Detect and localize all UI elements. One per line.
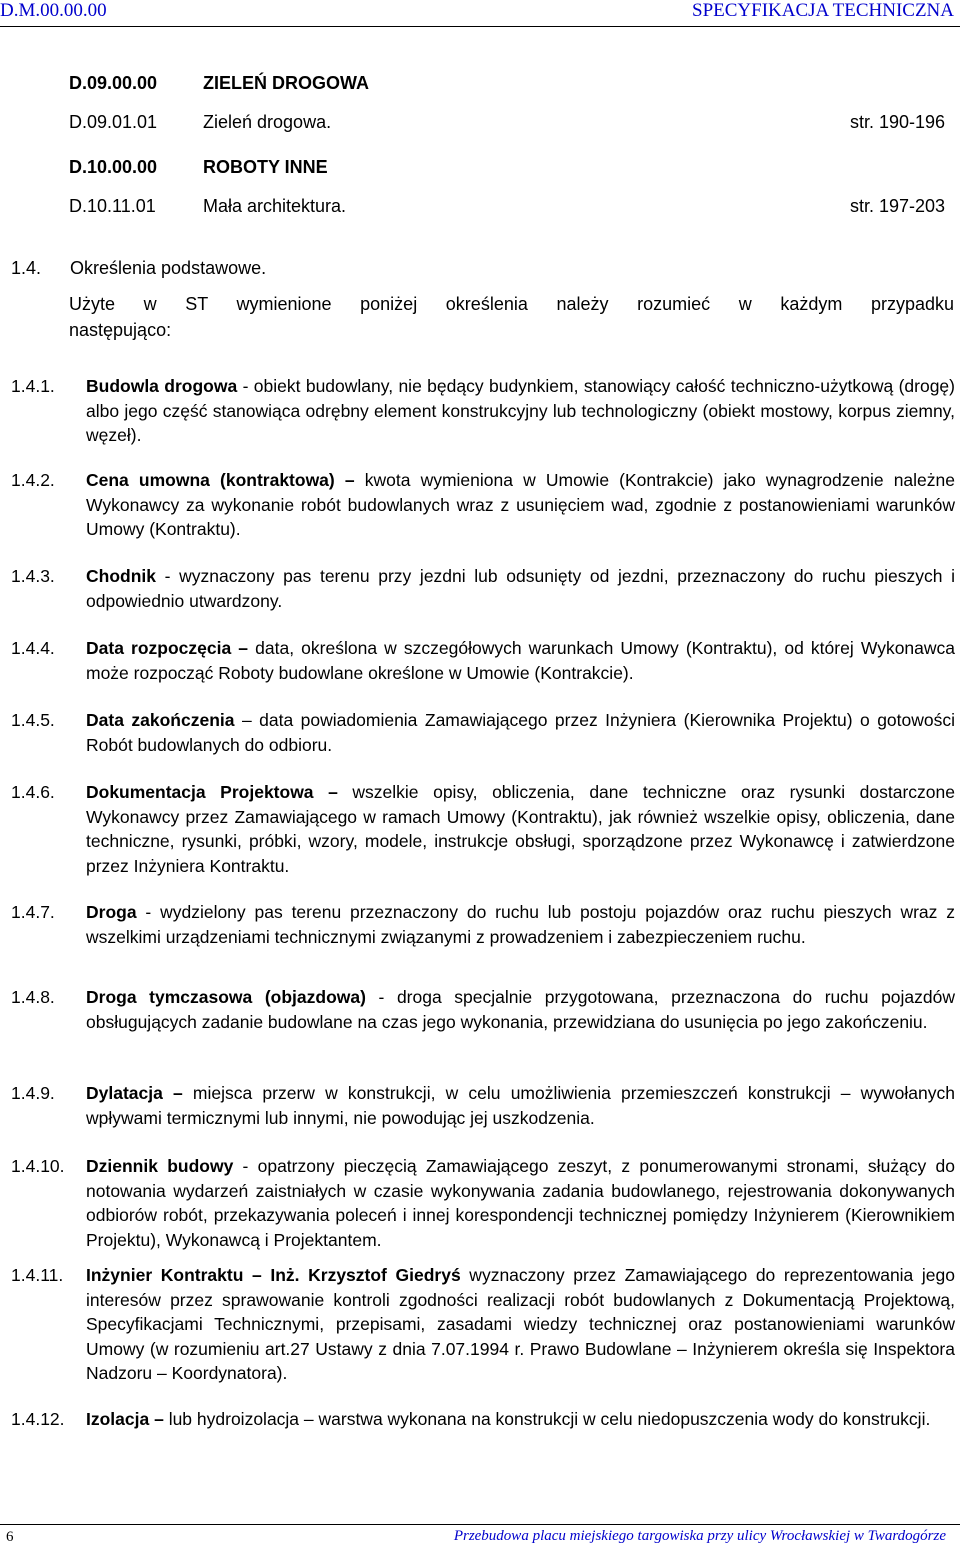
definition-text: wszelkie opisy, obliczenia, dane techniczne oraz rysunki dostarczone Wykonawcy przez Zamawiającego w ramach Umowy (Kontraktu), jak również wszelkie opisy, obliczenia, dane techniczne, rysunki, próbki, wzory, modele, instrukcje obsługi, sporządzone przez Wykonawcę i zatwierdzone przez Inżyniera Kontraktu. [86,782,955,876]
definition-term: Data rozpoczęcia – [86,638,249,658]
definition-number: 1.4.4. [11,638,55,658]
toc-title: Zieleń drogowa. [203,112,332,132]
toc-title: ZIELEŃ DROGOWA [203,73,369,93]
definition-body [86,636,955,685]
toc-page: str. 197-203 [849,196,945,216]
definition-number: 1.4.3. [11,566,55,586]
definition-body [86,1154,955,1252]
definition-item [11,374,955,448]
definition-text: kwota wymieniona w Umowie (Kontrakcie) jako wynagrodzenie należne Wykonawcy za wykonanie robót budowlanych wraz z usunięciem wad, zgodnie z postanowieniami warunków Umowy (Kontraktu). [86,470,955,539]
definition-text: lub hydroizolacja – warstwa wykonana na konstrukcji w celu niedopuszczenia wody do konstrukcji. [163,1409,931,1429]
toc-code: D.10.11.01 [69,196,156,216]
definition-text: - opatrzony pieczęcią Zamawiającego zeszyt, z ponumerowanymi stronami, służący do notowania wydarzeń zaistniałych w czasie wykonywania zadania budowlanego, rejestrowania dokonywanych odbiorów robót, przekazywania poleceń i innej korespondencji technicznej pomiędzy Inżynierem (Kierownikiem Projektu), Wykonawcą i Projektantem. [86,1156,955,1250]
definition-term: Chodnik [86,566,156,586]
definition-term: Droga [86,902,137,922]
toc-code: D.09.00.00 [69,73,158,93]
toc-row [69,155,949,179]
page-footer [0,1524,960,1549]
toc-row [69,71,949,95]
definition-number: 1.4.7. [11,902,55,922]
toc-code: D.09.01.01 [69,112,158,132]
definition-item [11,900,955,949]
definition-term: Dokumentacja Projektowa – [86,782,338,802]
page-number: 6 [6,1529,14,1545]
intro-line-2: następująco: [69,320,172,340]
definition-number: 1.4.2. [11,470,55,490]
section-number: 1.4. [11,258,42,278]
definition-term: Dylatacja – [86,1083,183,1103]
definition-item [11,1407,955,1432]
definition-term: Data zakończenia [86,710,235,730]
definition-term: Dziennik budowy [86,1156,234,1176]
definition-item [11,985,955,1034]
section-title: Określenia podstawowe. [70,258,267,278]
definition-text: - obiekt budowlany, nie będący budynkiem, stanowiący całość techniczno-użytkową (drogę) albo jego część stanowiąca odrębny element konstrukcyjny lub technologiczny (obiekt mostowy, korpus ziemny, węzeł). [86,376,955,445]
definition-body [86,1263,955,1386]
definition-number: 1.4.11. [11,1265,64,1285]
definition-term: Cena umowna (kontraktowa) – [86,470,355,490]
definition-item [11,636,955,685]
definition-item [11,1081,955,1130]
definition-body [86,1407,955,1432]
definition-number: 1.4.8. [11,987,55,1007]
definition-item [11,708,955,757]
definition-item [11,468,955,542]
definition-term: Izolacja – [86,1409,164,1429]
definition-body [86,374,955,448]
definition-body [86,900,955,949]
definition-text: miejsca przerw w konstrukcji, w celu umożliwienia przemieszczeń konstrukcji – wywołanych wpływami termicznymi lub innymi, nie powodując jej uszkodzenia. [86,1083,956,1128]
definition-number: 1.4.10. [11,1156,65,1176]
toc-title: ROBOTY INNE [203,157,328,177]
definition-body [86,468,955,542]
footer-title: Przebudowa placu miejskiego targowiska przy ulicy Wrocławskiej w Twardogórze [453,1528,946,1544]
toc-row [69,110,949,134]
toc-code: D.10.00.00 [69,157,158,177]
toc-title: Mała architektura. [203,196,347,216]
definition-text: wyznaczony przez Zamawiającego do reprezentowania jego interesów przez sprawowanie kontroli zgodności realizacji robót budowlanych z Dokumentacją Projektową, Specyfikacjami Technicznymi, przepisami, zasadami wiedzy technicznej oraz postanowieniami warunków Umowy (w rozumieniu art.27 Ustawy z dnia 7.07.1994 r. Prawo Budowlane – Inżynierem określa się Inspektora Nadzoru – Koordynatora). [86,1265,955,1383]
definition-body [86,985,955,1034]
definition-number: 1.4.6. [11,782,55,802]
definition-item [11,1154,955,1252]
header-title: SPECYFIKACJA TECHNICZNA [692,0,954,21]
toc-row [69,194,949,218]
definition-number: 1.4.1. [11,376,55,396]
definition-body [86,1081,955,1130]
definition-body [86,708,955,757]
definition-term: Budowla drogowa [86,376,238,396]
definition-body [86,564,955,613]
definition-text: - wydzielony pas terenu przeznaczony do ruchu lub postoju pojazdów oraz ruchu pieszych wraz z wszelkimi urządzeniami technicznymi związanymi z prowadzeniem i zabezpieczeniem ruchu. [86,902,955,947]
definition-item [11,1263,955,1386]
definition-item [11,780,955,878]
definition-term: Inżynier Kontraktu – Inż. Krzysztof Giedryś [86,1265,461,1285]
definition-text: - wyznaczony pas terenu przy jezdni lub odsunięty od jezdni, przeznaczony do ruchu pieszych i odpowiednio utwardzony. [86,566,955,611]
definition-term: Droga tymczasowa (objazdowa) [86,987,366,1007]
definition-text: – data powiadomienia Zamawiającego przez Inżyniera (Kierownika Projektu) o gotowości Robót budowlanych do odbioru. [86,710,956,755]
definition-number: 1.4.12. [11,1409,65,1429]
definition-text: - droga specjalnie przygotowana, przeznaczona do ruchu pojazdów obsługujących zadanie budowlane na czas jego wykonania, przewidziana do usunięcia po jego zakończeniu. [86,987,956,1032]
definition-item [11,564,955,613]
page-header [0,0,960,27]
intro-line-1: Użyte w ST wymienione poniżej określenia należy rozumieć w każdym przypadku [69,294,954,314]
header-code: D.M.00.00.00 [0,0,107,21]
definition-text: data, określona w szczegółowych warunkach Umowy (Kontraktu), od której Wykonawca może rozpocząć Roboty budowlane określone w Umowie (Kontrakcie). [86,638,956,683]
definition-number: 1.4.5. [11,710,55,730]
definition-body [86,780,955,878]
toc-page: str. 190-196 [849,112,945,132]
definition-number: 1.4.9. [11,1083,55,1103]
